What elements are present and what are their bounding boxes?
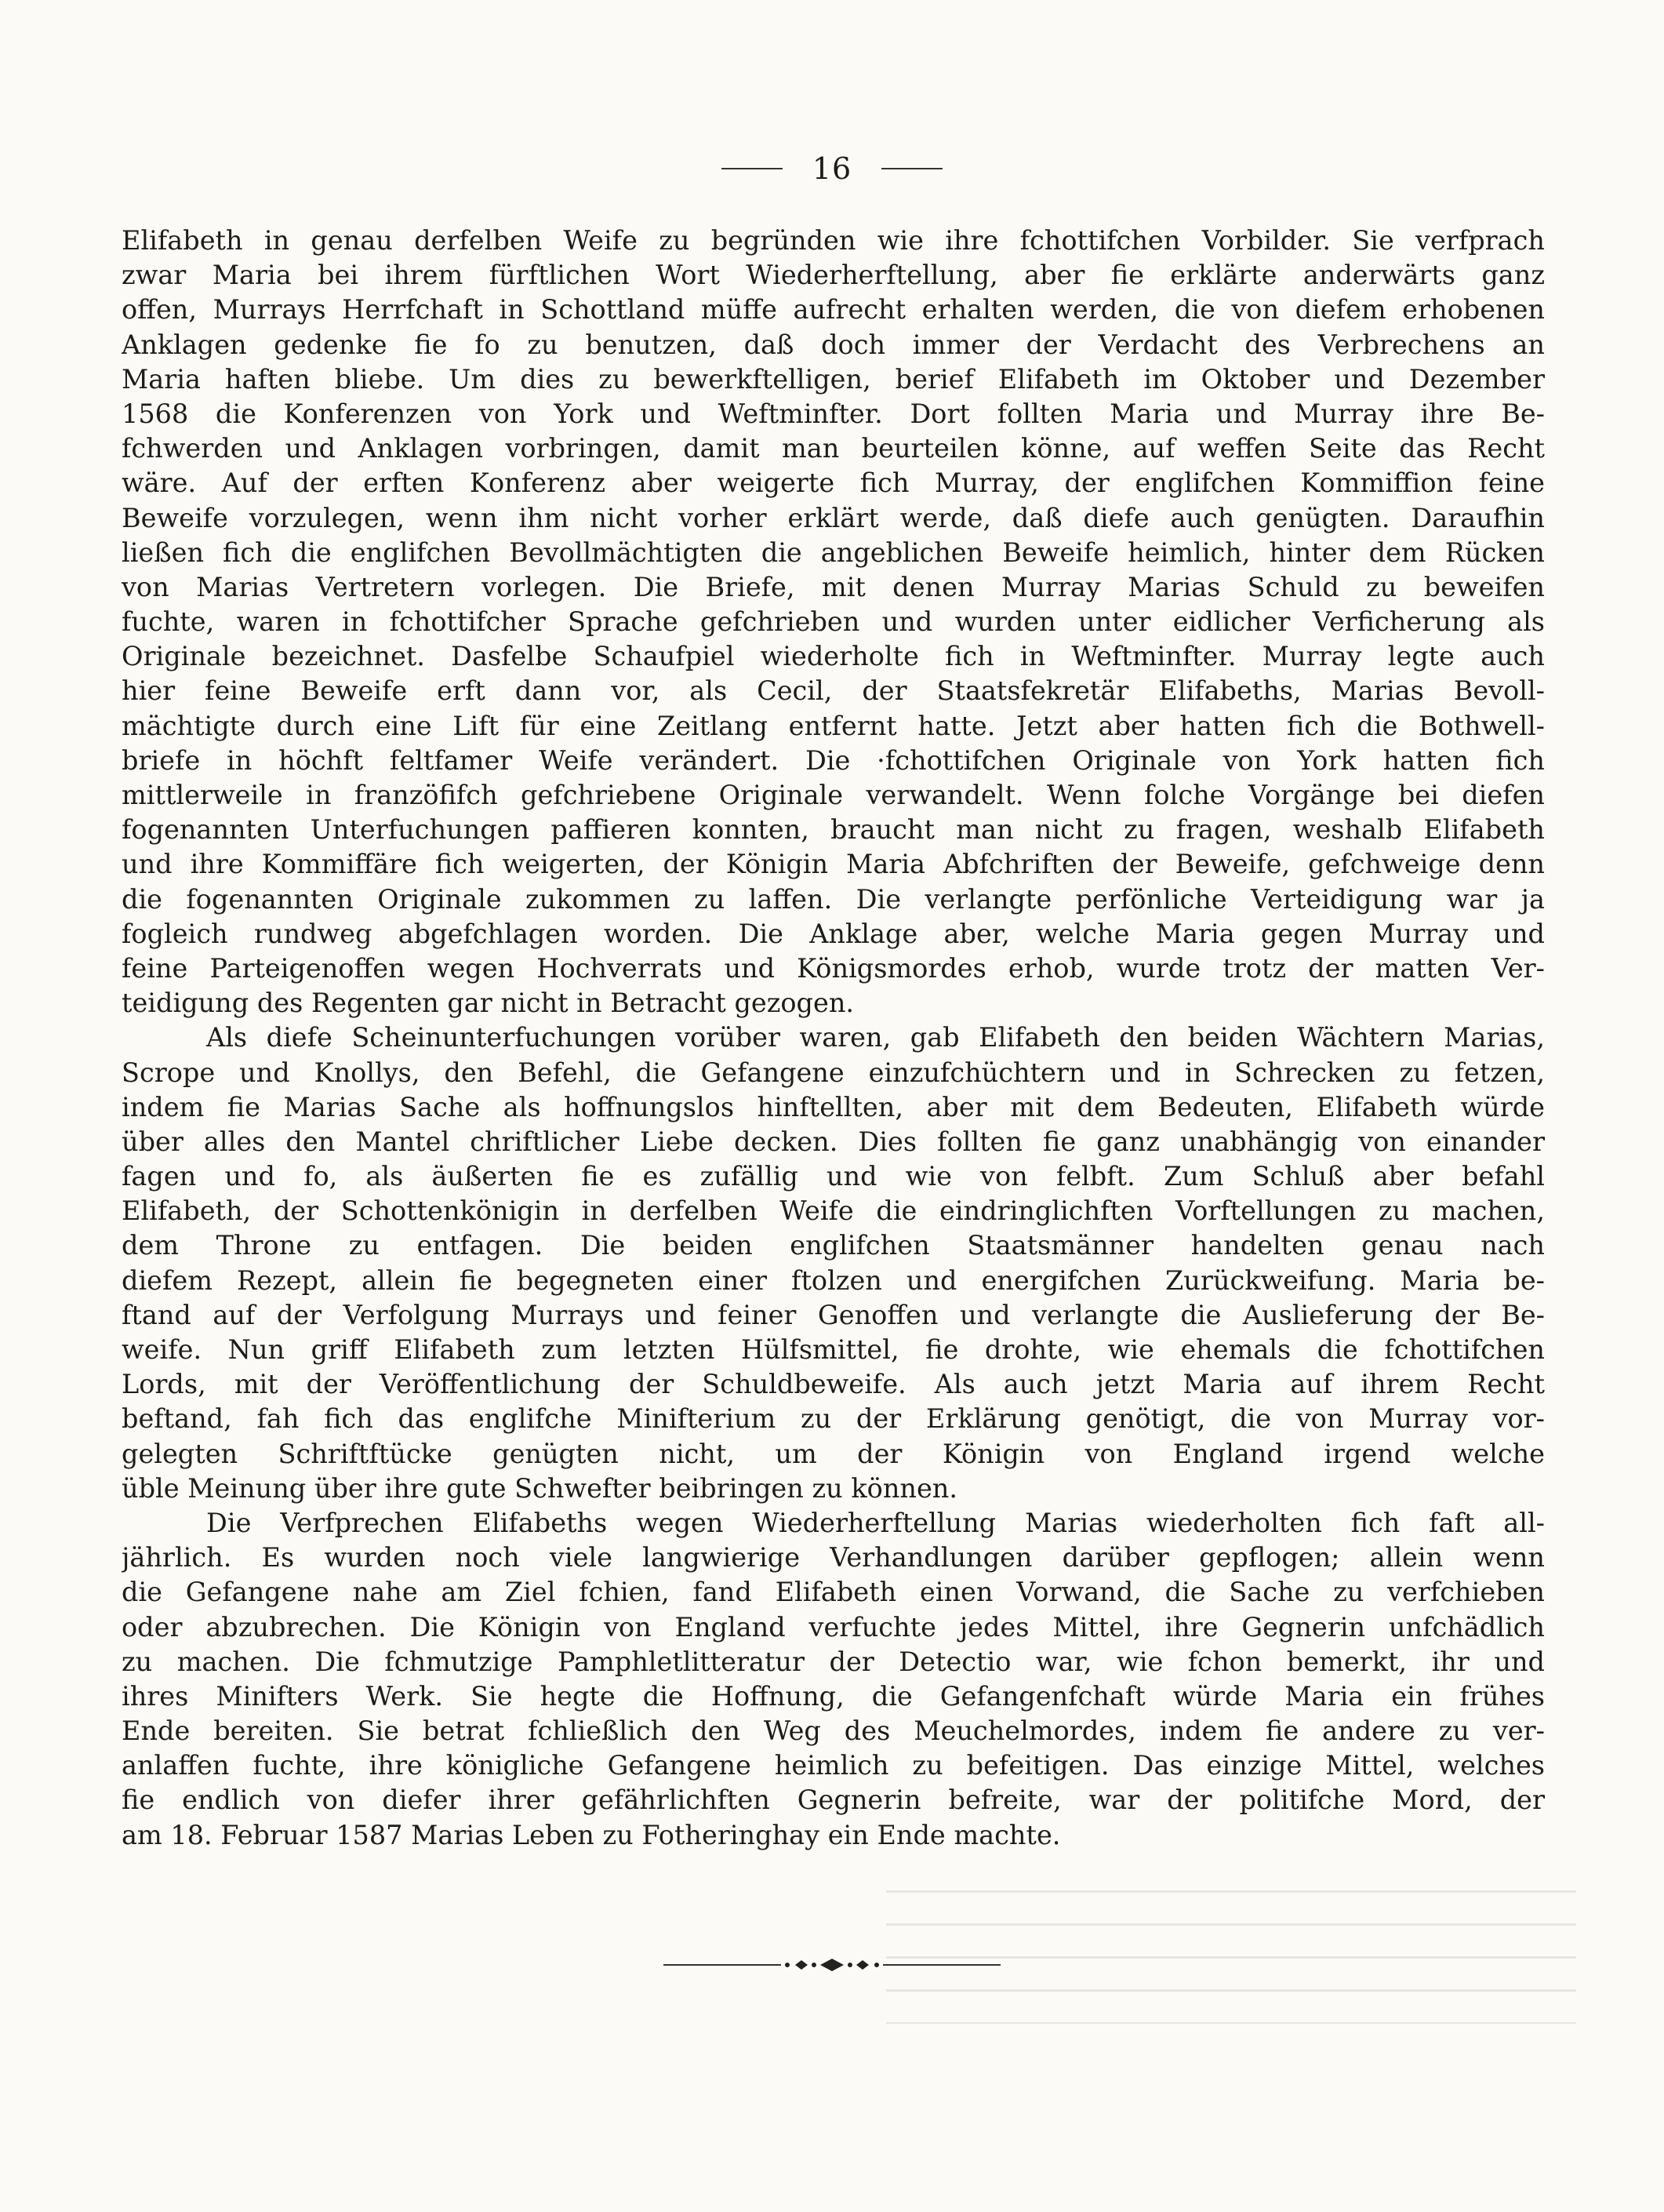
text-line: zwar Maria bei ihrem fürftlichen Wort Wiederherftellung, aber fie erklärte anderwärts ganz [122, 260, 1545, 291]
end-ornament [0, 1957, 1664, 1973]
ornament-rule-icon [663, 1957, 1001, 1973]
text-line: fogleich rundweg abgefchlagen worden. Die Anklage aber, welche Maria gegen Murray und [122, 918, 1545, 949]
text-line: wäre. Auf der erften Konferenz aber weigerte fich Murray, der englifchen Kommiffion feine [122, 468, 1545, 499]
text-line: zu machen. Die fchmutzige Pamphletlitteratur der Detectio war, wie fchon bemerkt, ihr und [122, 1646, 1545, 1677]
text-line: mächtigte durch eine Lift für eine Zeitlang entfernt hatte. Jetzt aber hatten fich die Bothwell- [122, 710, 1545, 741]
text-line: Elifabeth, der Schottenkönigin in derfelben Weife die eindringlichften Vorftellungen zu machen, [122, 1195, 1545, 1227]
text-line: Elifabeth in genau derfelben Weife zu begründen wie ihre fchottifchen Vorbilder. Sie verfprach [122, 225, 1545, 256]
text-line: ftand auf der Verfolgung Murrays und feiner Genoffen und verlangte die Auslieferung der Be- [122, 1299, 1545, 1330]
text-line: weife. Nun griff Elifabeth zum letzten Hülfsmittel, fie drohte, wie ehemals die fchottifchen [122, 1334, 1545, 1365]
text-line: über alles den Mantel chriftlicher Liebe decken. Dies follten fie ganz unabhängig von einander [122, 1126, 1545, 1157]
text-line: ihres Minifters Werk. Sie hegte die Hoffnung, die Gefangenfchaft würde Maria ein frühes [122, 1680, 1545, 1712]
text-line: von Marias Vertretern vorlegen. Die Briefe, mit denen Murray Marias Schuld zu beweifen [122, 571, 1545, 602]
text-line: Lords, mit der Veröffentlichung der Schuldbeweife. Als auch jetzt Maria auf ihrem Recht [122, 1369, 1545, 1400]
text-line: mittlerweile in franzöfifch gefchriebene Originale verwandelt. Wenn folche Vorgänge bei diefen [122, 780, 1545, 810]
text-line: Als diefe Scheinunterfuchungen vorüber waren, gab Elifabeth den beiden Wächtern Marias, [206, 1022, 1545, 1053]
page-number: 16 [812, 151, 852, 186]
text-line: indem fie Marias Sache als hoffnungslos hinftellten, aber mit dem Bedeuten, Elifabeth würde [122, 1091, 1545, 1122]
text-line: briefe in höchft feltfamer Weife verändert. Die ·fchottifchen Originale von York hatten fich [122, 744, 1545, 776]
text-line: Die Verfprechen Elifabeths wegen Wiederherftellung Marias wiederholten fich faft all- [206, 1507, 1545, 1538]
page-header [0, 141, 1664, 196]
header-dash-left [721, 168, 783, 169]
text-line: feine Parteigenoffen wegen Hochverrats und Königsmordes erhob, wurde trotz der matten Ver- [122, 952, 1545, 984]
body-text [122, 224, 1545, 1910]
text-line: Originale bezeichnet. Dasfelbe Schaufpiel wiederholte fich in Weftminfter. Murray legte auch [122, 641, 1545, 672]
text-line: Scrope und Knollys, den Befehl, die Gefangene einzufchüchtern und in Schrecken zu fetzen, [122, 1057, 1545, 1088]
text-line: die fogenannten Originale zukommen zu laffen. Die verlangte perfönliche Verteidigung war ja [122, 883, 1545, 915]
text-line: dem Throne zu entfagen. Die beiden englifchen Staatsmänner handelten genau nach [122, 1230, 1545, 1261]
text-line: fagen und fo, als äußerten fie es zufällig und wie von felbft. Zum Schluß aber befahl [122, 1161, 1545, 1192]
text-line: am 18. Februar 1587 Marias Leben zu Fotheringhay ein Ende machte. [122, 1819, 1061, 1850]
text-line: offen, Murrays Herrfchaft in Schottland müffe aufrecht erhalten werden, die von diefem erhobenen [122, 294, 1545, 326]
text-line: teidigung des Regenten gar nicht in Betracht gezogen. [122, 988, 855, 1019]
text-line: fuchte, waren in fchottifcher Sprache gefchrieben und wurden unter eidlicher Verficherung als [122, 606, 1545, 638]
text-line: beftand, fah fich das englifche Minifterium zu der Erklärung genötigt, die von Murray vor- [122, 1403, 1545, 1435]
text-line: hier feine Beweife erft dann vor, als Cecil, der Staatsfekretär Elifabeths, Marias Bevoll- [122, 675, 1545, 707]
text-line: fie endlich von diefer ihrer gefährlichften Gegnerin befreite, war der politifche Mord, der [122, 1785, 1545, 1816]
text-line: fchwerden und Anklagen vorbringen, damit man beurteilen könne, auf weffen Seite das Recht [122, 433, 1545, 464]
text-line: Ende bereiten. Sie betrat fchließlich den Weg des Meuchelmordes, indem fie andere zu ver- [122, 1715, 1545, 1747]
text-line: Anklagen gedenke fie fo zu benutzen, daß doch immer der Verdacht des Verbrechens an [122, 329, 1545, 360]
text-line: Beweife vorzulegen, wenn ihm nicht vorher erklärt werde, daß diefe auch genügten. Daraufhin [122, 502, 1545, 533]
text-line: 1568 die Konferenzen von York und Weftminfter. Dort follten Maria und Murray ihre Be- [122, 398, 1545, 429]
text-line: diefem Rezept, allein fie begegneten einer ftolzen und energifchen Zurückweifung. Maria be- [122, 1264, 1545, 1296]
text-line: ließen fich die englifchen Bevollmächtigten die angeblichen Beweife heimlich, hinter dem Rücken [122, 537, 1545, 568]
header-dash-right [881, 168, 943, 169]
text-line: jährlich. Es wurden noch viele langwierige Verhandlungen darüber gepflogen; allein wenn [122, 1542, 1545, 1574]
text-line: üble Meinung über ihre gute Schwefter beibringen zu können. [122, 1472, 958, 1504]
text-line: die Gefangene nahe am Ziel fchien, fand Elifabeth einen Vorwand, die Sache zu verfchieben [122, 1577, 1545, 1608]
text-line: und ihre Kommiffäre fich weigerten, der Königin Maria Abfchriften der Beweife, gefchweige denn [122, 849, 1545, 880]
text-line: anlaffen fuchte, ihre königliche Gefangene heimlich zu befeitigen. Das einzige Mittel, welches [122, 1750, 1545, 1781]
text-line: fogenannten Unterfuchungen paffieren konnten, braucht man nicht zu fragen, weshalb Elifabeth [122, 814, 1545, 846]
text-line: Maria haften bliebe. Um dies zu bewerkftelligen, berief Elifabeth im Oktober und Dezember [122, 363, 1545, 395]
text-line: gelegten Schriftftücke genügten nicht, um der Königin von England irgend welche [122, 1438, 1545, 1469]
text-line: oder abzubrechen. Die Königin von England verfuchte jedes Mittel, ihre Gegnerin unfchädlich [122, 1611, 1545, 1643]
